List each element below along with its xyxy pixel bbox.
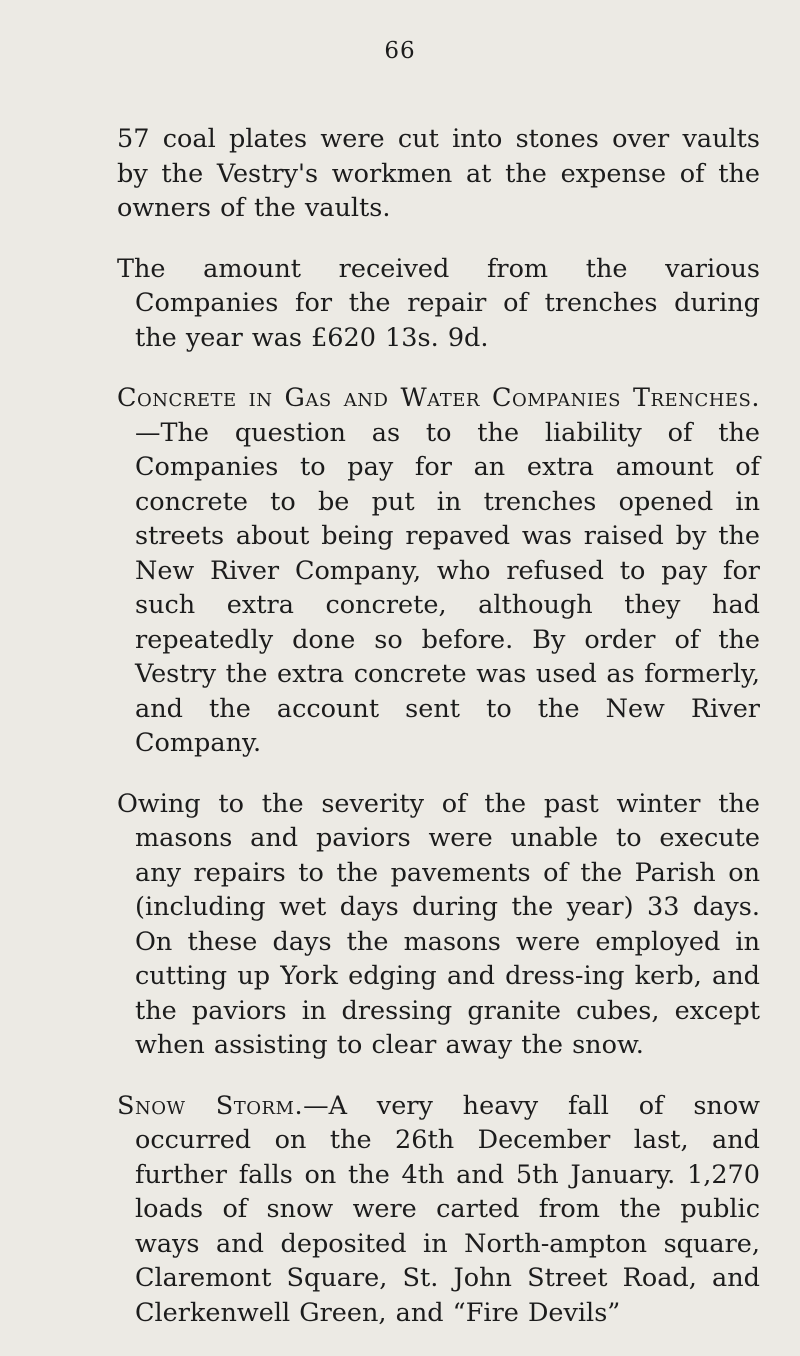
section-heading-concrete: Concrete in Gas and Water Companies Trenches. xyxy=(117,383,760,413)
paragraph-trench-repair-amount xyxy=(117,252,760,356)
paragraph-text: —A very heavy fall of snow occurred on the 26th December last, and further falls on the 4th and 5th January. 1,270 loads of snow were carted from the public ways and deposited in North-ampton square, Claremont Square, St. John Street Road, and Clerkenwell Green, and “Fire Devils” xyxy=(135,1090,761,1328)
paragraph-concrete-trenches xyxy=(117,381,760,761)
paragraph-text: The amount received from the various Companies for the repair of trenches during the year was £620 13s. 9d. xyxy=(117,253,760,353)
page-number: 66 xyxy=(384,38,416,64)
body-text xyxy=(117,122,760,1356)
paragraph-text: 57 coal plates were cut into stones over vaults by the Vestry's workmen at the expense of the owners of the vaults. xyxy=(117,124,760,223)
paragraph-text: Owing to the severity of the past winter the masons and paviors were unable to execute any repairs to the pavements of the Parish on (including wet days during the year) 33 days. On these days the masons were employed in cutting up York edging and dress-ing kerb, and the paviors in dressing granite cubes, except when assisting to clear away the snow. xyxy=(117,788,760,1060)
paragraph-severity-winter xyxy=(117,787,760,1063)
paragraph-coal-plates xyxy=(117,122,760,226)
paragraph-snow-storm xyxy=(117,1089,761,1331)
section-heading-snow-storm: Snow Storm. xyxy=(117,1090,304,1121)
paragraph-text: —The question as to the liability of the Companies to pay for an extra amount of concrete to be put in trenches opened in streets about being repaved was raised by the New River Company, who refused to pay for such extra concrete, although they had repeatedly done so before. By order of the Vestry the extra concrete was used as formerly, and the account sent to the New River Company. xyxy=(135,417,760,758)
